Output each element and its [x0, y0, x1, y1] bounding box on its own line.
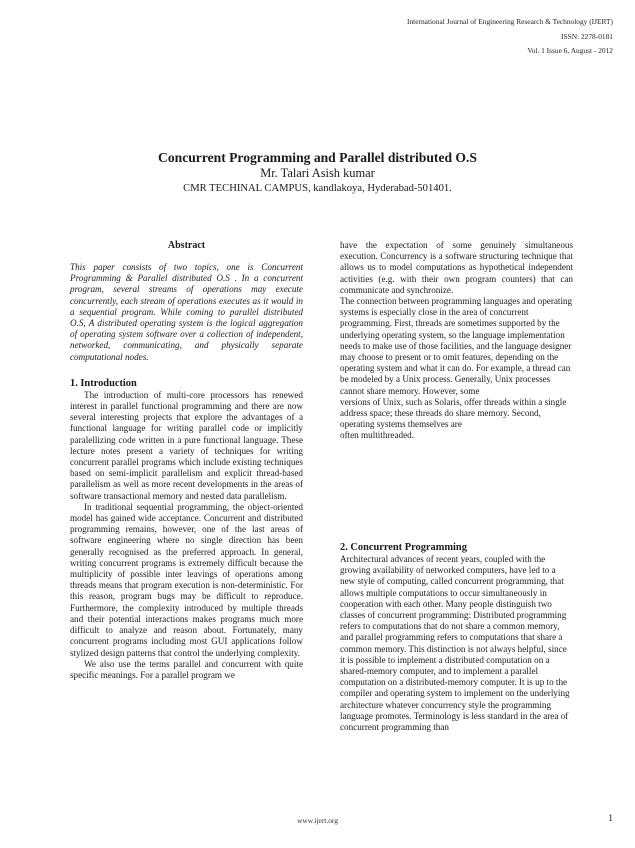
section-2 — [340, 541, 573, 733]
section-2-paragraph: Architectural advances of recent years, coupled with the growing availability of networked computers, have led to a new style of computing, called concurrent programming, that allows multiple computations to occur simultaneously in cooperation with each other. Many people distinguish two classes of concurrent programming: Distributed programming refers to computations that do not share a common memory, and parallel programming refers to computations that share a common memory. This distinction is not always helpful, since it is possible to implement a distributed computation on a shared-memory computer, and to implement a parallel computation on a distributed-memory computer. It is up to the compiler and operating system to implement on the underlying architecture whatever concurrency style the programming language promotes. Terminology is less standard in the area of concurrent programming than — [340, 554, 570, 733]
section-2-heading: 2. Concurrent Programming — [340, 542, 467, 553]
left-column — [70, 240, 303, 681]
author-name: Mr. Talari Asish kumar — [260, 166, 375, 180]
section-1-paragraph: In traditional sequential programming, the object-oriented model has gained wide acceptance. Concurrent and distributed programming remains, however, one of the last areas of software engineering where no single direction has been generally recognised as the preferred approach. In general, writing concurrent programs is extremely difficult because the multiplicity of possible inter leavings of operations among threads means that program execution is non-deterministic. For this reason, program bugs may be difficult to reproduce. Furthermore, the complexity introduced by multiple threads and their potential interactions makes programs much more difficult to analyze and reason about. Fortunately, many concurrent programs including most GUI applications follow stylized design patterns that control the underlying complexity. — [70, 501, 303, 658]
body-paragraph: often multithreaded. — [340, 430, 414, 441]
section-1-paragraph: The introduction of multi-core processors has renewed interest in parallel functional programming and there are now several interesting projects that explore the advantages of a functional language for writing parallel code or implicitly paralellizing code written in a pure functional language. These lecture notes present a variety of techniques for writing concurrent parallel programs which include existing techniques based on semi-implicit parallelism and explicit thread-based parallelism as well as more recent developments in the areas of software transactional memory and nested data parallelism. — [70, 389, 303, 501]
body-paragraph: have the expectation of some genuinely simultaneous execution. Concurrency is a software structuring technique that allows us to model computations as hypothetical independent activities (e.g. with their own program counters) that can communicate and synchronize. — [340, 240, 573, 295]
section-1-paragraph: We also use the terms parallel and concurrent with quite specific meanings. For a parallel program we — [70, 658, 303, 680]
section-1-heading: 1. Introduction — [70, 377, 137, 389]
abstract-text: This paper consists of two topics, one is Concurrent Programming & Parallel distributed O.S . In a concurrent program, several streams of operations may execute concurrently, each stream of operations executes as it would in a sequential program. While coming to parallel distributed O.S, A distributed operating system is the logical aggregation of operating system software over a collection of independent, networked, communicating, and physically separate computational nodes. — [70, 262, 303, 362]
volume-issue: Vol. 1 Issue 6, August - 2012 — [527, 46, 613, 55]
paper-title: Concurrent Programming and Parallel distributed O.S — [158, 150, 477, 165]
body-paragraph: The connection between programming languages and operating systems is especially close in the area of concurrent programming. First, threads are sometimes supported by the underlying operating system, so the language implementation needs to make use of those facilities, and the language designer may choose to present or to omit features, depending on the operating system and what it can do. For example, a thread can be modeled by a Unix process. Generally, Unix processes cannot share memory. However, some — [340, 296, 573, 396]
footer-url: www.ijert.org — [297, 816, 338, 825]
page-number: 1 — [608, 814, 613, 824]
journal-name: International Journal of Engineering Research & Technology (IJERT) — [407, 17, 613, 26]
title-block — [0, 150, 635, 196]
author-affiliation: CMR TECHINAL CAMPUS, kandlakoya, Hyderabad-501401. — [183, 183, 452, 194]
abstract-heading: Abstract — [167, 240, 206, 251]
body-paragraph: versions of Unix, such as Solaris, offer threads within a single address space; these threads do share memory. Second, operating systems themselves are — [340, 396, 567, 430]
issn: ISSN: 2278-0181 — [561, 32, 613, 41]
right-column — [340, 240, 573, 442]
